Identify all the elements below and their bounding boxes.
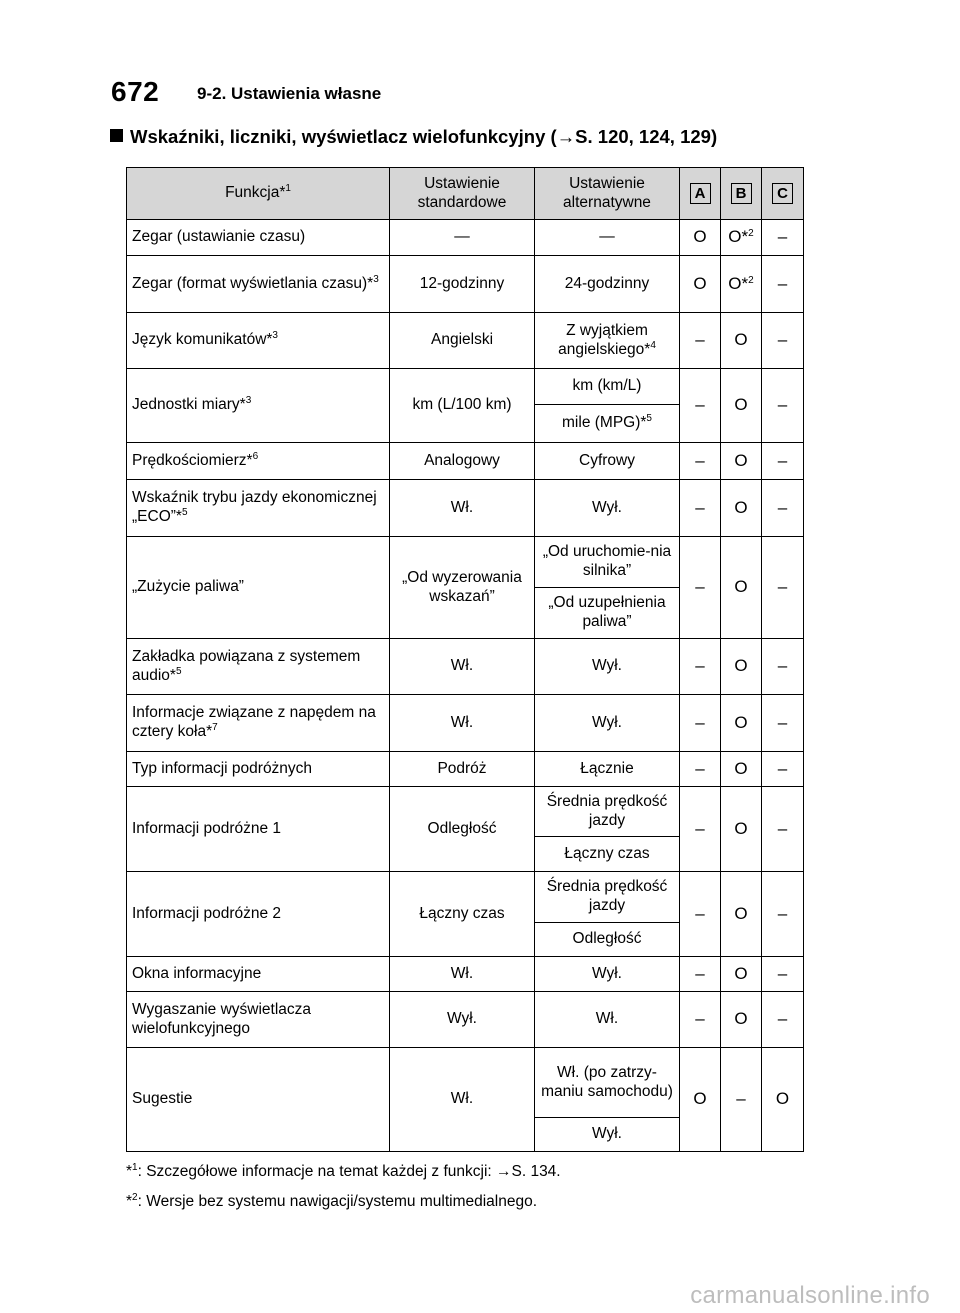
table-row xyxy=(127,872,804,923)
cell-a: – xyxy=(680,639,721,695)
cell-alternative: Łącznie xyxy=(535,752,680,787)
cell-function: Okna informacyjne xyxy=(127,957,390,992)
cell-function: Informacje związane z napędem na cztery koła*$^7$ xyxy=(127,695,390,752)
table-row xyxy=(127,480,804,537)
square-bullet-icon xyxy=(110,129,123,142)
cell-b: O xyxy=(721,957,762,992)
cell-b: O xyxy=(721,443,762,480)
cell-function: „Zużycie paliwa” xyxy=(127,537,390,639)
cell-alternative: Cyfrowy xyxy=(535,443,680,480)
cell-c: – xyxy=(762,872,804,957)
heading-text: Wskaźniki, liczniki, wyświetlacz wielofunkcyjny (→S. 120, 124, 129) xyxy=(130,126,718,147)
cell-c: – xyxy=(762,957,804,992)
cell-function: Zakładka powiązana z systemem audio*$^5$ xyxy=(127,639,390,695)
cell-a: – xyxy=(680,872,721,957)
page-number: 672 xyxy=(111,76,160,107)
cell-standard: km (L/100 km) xyxy=(390,369,535,443)
cell-a: – xyxy=(680,369,721,443)
cell-alternative: Wył. xyxy=(535,957,680,992)
cell-alternative: Wył. xyxy=(535,1118,680,1152)
cell-a: – xyxy=(680,992,721,1048)
table-row xyxy=(127,752,804,787)
cell-function: Wskaźnik trybu jazdy ekonomicznej „ECO”*$^5$ xyxy=(127,480,390,537)
cell-b: O*$^2$ xyxy=(721,220,762,256)
cell-function: Język komunikatów*$^3$ xyxy=(127,313,390,369)
table-row xyxy=(127,220,804,256)
cell-alternative: Z wyjątkiem angielskiego*$^4$ xyxy=(535,313,680,369)
table-row xyxy=(127,992,804,1048)
cell-alternative: km (km/L) xyxy=(535,369,680,405)
cell-a: – xyxy=(680,957,721,992)
section-title: 9-2. Ustawienia własne xyxy=(197,84,382,103)
cell-alternative: Wył. xyxy=(535,480,680,537)
cell-alternative: Wł. (po zatrzy-maniu samochodu) xyxy=(535,1048,680,1118)
cell-alternative: Odległość xyxy=(535,923,680,957)
cell-b: – xyxy=(721,1048,762,1152)
settings-table xyxy=(126,167,804,1152)
footnote: *$^1$: Szczegółowe informacje na temat każdej z funkcji: →S. 134. xyxy=(126,1162,561,1180)
cell-a: – xyxy=(680,537,721,639)
table-heading xyxy=(110,126,717,148)
cell-a: O xyxy=(680,220,721,256)
header-c xyxy=(762,168,804,220)
letter-c-icon: C xyxy=(772,183,793,204)
cell-function: Zegar (format wyświetlania czasu)*$^3$ xyxy=(127,256,390,313)
cell-standard: Łączny czas xyxy=(390,872,535,957)
cell-alternative: Średnia prędkość jazdy xyxy=(535,787,680,837)
cell-b: O*$^2$ xyxy=(721,256,762,313)
footnote: *$^2$: Wersje bez systemu nawigacji/systemu multimedialnego. xyxy=(126,1191,538,1210)
cell-alternative: Łączny czas xyxy=(535,837,680,872)
cell-c: – xyxy=(762,695,804,752)
cell-function: Informacji podróżne 2 xyxy=(127,872,390,957)
table-row xyxy=(127,369,804,405)
letter-a-icon: A xyxy=(690,183,711,204)
cell-c: O xyxy=(762,1048,804,1152)
cell-standard: Wł. xyxy=(390,957,535,992)
cell-c: – xyxy=(762,537,804,639)
cell-standard: 12-godzinny xyxy=(390,256,535,313)
cell-function: Informacji podróżne 1 xyxy=(127,787,390,872)
cell-b: O xyxy=(721,537,762,639)
cell-function: Jednostki miary*$^3$ xyxy=(127,369,390,443)
table-row xyxy=(127,639,804,695)
table-row xyxy=(127,695,804,752)
cell-function: Wygaszanie wyświetlacza wielofunkcyjnego xyxy=(127,992,390,1048)
table-header-row xyxy=(127,168,804,220)
letter-b-icon: B xyxy=(731,183,752,204)
cell-standard: Podróż xyxy=(390,752,535,787)
table-row xyxy=(127,443,804,480)
header-funkcja: Funkcja*$^1$ xyxy=(127,168,390,220)
cell-alternative: 24-godzinny xyxy=(535,256,680,313)
table-row xyxy=(127,957,804,992)
table-row xyxy=(127,787,804,837)
cell-a: O xyxy=(680,1048,721,1152)
cell-function: Typ informacji podróżnych xyxy=(127,752,390,787)
header-a xyxy=(680,168,721,220)
cell-c: – xyxy=(762,220,804,256)
cell-alternative: mile (MPG)*$^5$ xyxy=(535,405,680,443)
cell-standard: Angielski xyxy=(390,313,535,369)
cell-a: – xyxy=(680,443,721,480)
cell-c: – xyxy=(762,639,804,695)
cell-c: – xyxy=(762,369,804,443)
cell-c: – xyxy=(762,992,804,1048)
cell-alternative: Wył. xyxy=(535,695,680,752)
cell-b: O xyxy=(721,787,762,872)
header-standard: Ustawienie standardowe xyxy=(390,168,535,220)
cell-c: – xyxy=(762,752,804,787)
cell-b: O xyxy=(721,872,762,957)
cell-c: – xyxy=(762,443,804,480)
cell-standard: Wł. xyxy=(390,1048,535,1152)
cell-b: O xyxy=(721,695,762,752)
cell-a: – xyxy=(680,752,721,787)
cell-c: – xyxy=(762,256,804,313)
table-row xyxy=(127,537,804,588)
cell-alternative: „Od uzupełnienia paliwa” xyxy=(535,588,680,639)
cell-standard: — xyxy=(390,220,535,256)
cell-alternative: „Od uruchomie-nia silnika” xyxy=(535,537,680,588)
watermark: carmanualsonline.info xyxy=(690,1282,930,1309)
cell-standard: Wł. xyxy=(390,639,535,695)
cell-function: Zegar (ustawianie czasu) xyxy=(127,220,390,256)
footnotes xyxy=(126,1163,561,1222)
cell-b: O xyxy=(721,992,762,1048)
cell-b: O xyxy=(721,752,762,787)
cell-standard: Wył. xyxy=(390,992,535,1048)
cell-standard: Wł. xyxy=(390,480,535,537)
cell-function: Sugestie xyxy=(127,1048,390,1152)
cell-b: O xyxy=(721,369,762,443)
cell-c: – xyxy=(762,313,804,369)
header-b xyxy=(721,168,762,220)
cell-a: – xyxy=(680,695,721,752)
cell-c: – xyxy=(762,480,804,537)
table-row xyxy=(127,256,804,313)
table-row xyxy=(127,313,804,369)
cell-c: – xyxy=(762,787,804,872)
cell-alternative: — xyxy=(535,220,680,256)
cell-a: – xyxy=(680,480,721,537)
cell-standard: „Od wyzerowania wskazań” xyxy=(390,537,535,639)
cell-standard: Odległość xyxy=(390,787,535,872)
cell-standard: Analogowy xyxy=(390,443,535,480)
cell-b: O xyxy=(721,480,762,537)
cell-a: – xyxy=(680,787,721,872)
cell-b: O xyxy=(721,313,762,369)
table-row xyxy=(127,1048,804,1118)
cell-alternative: Wł. xyxy=(535,992,680,1048)
cell-alternative: Wył. xyxy=(535,639,680,695)
cell-a: O xyxy=(680,256,721,313)
header-alternative: Ustawienie alternatywne xyxy=(535,168,680,220)
cell-standard: Wł. xyxy=(390,695,535,752)
cell-b: O xyxy=(721,639,762,695)
cell-alternative: Średnia prędkość jazdy xyxy=(535,872,680,923)
cell-a: – xyxy=(680,313,721,369)
cell-function: Prędkościomierz*$^6$ xyxy=(127,443,390,480)
